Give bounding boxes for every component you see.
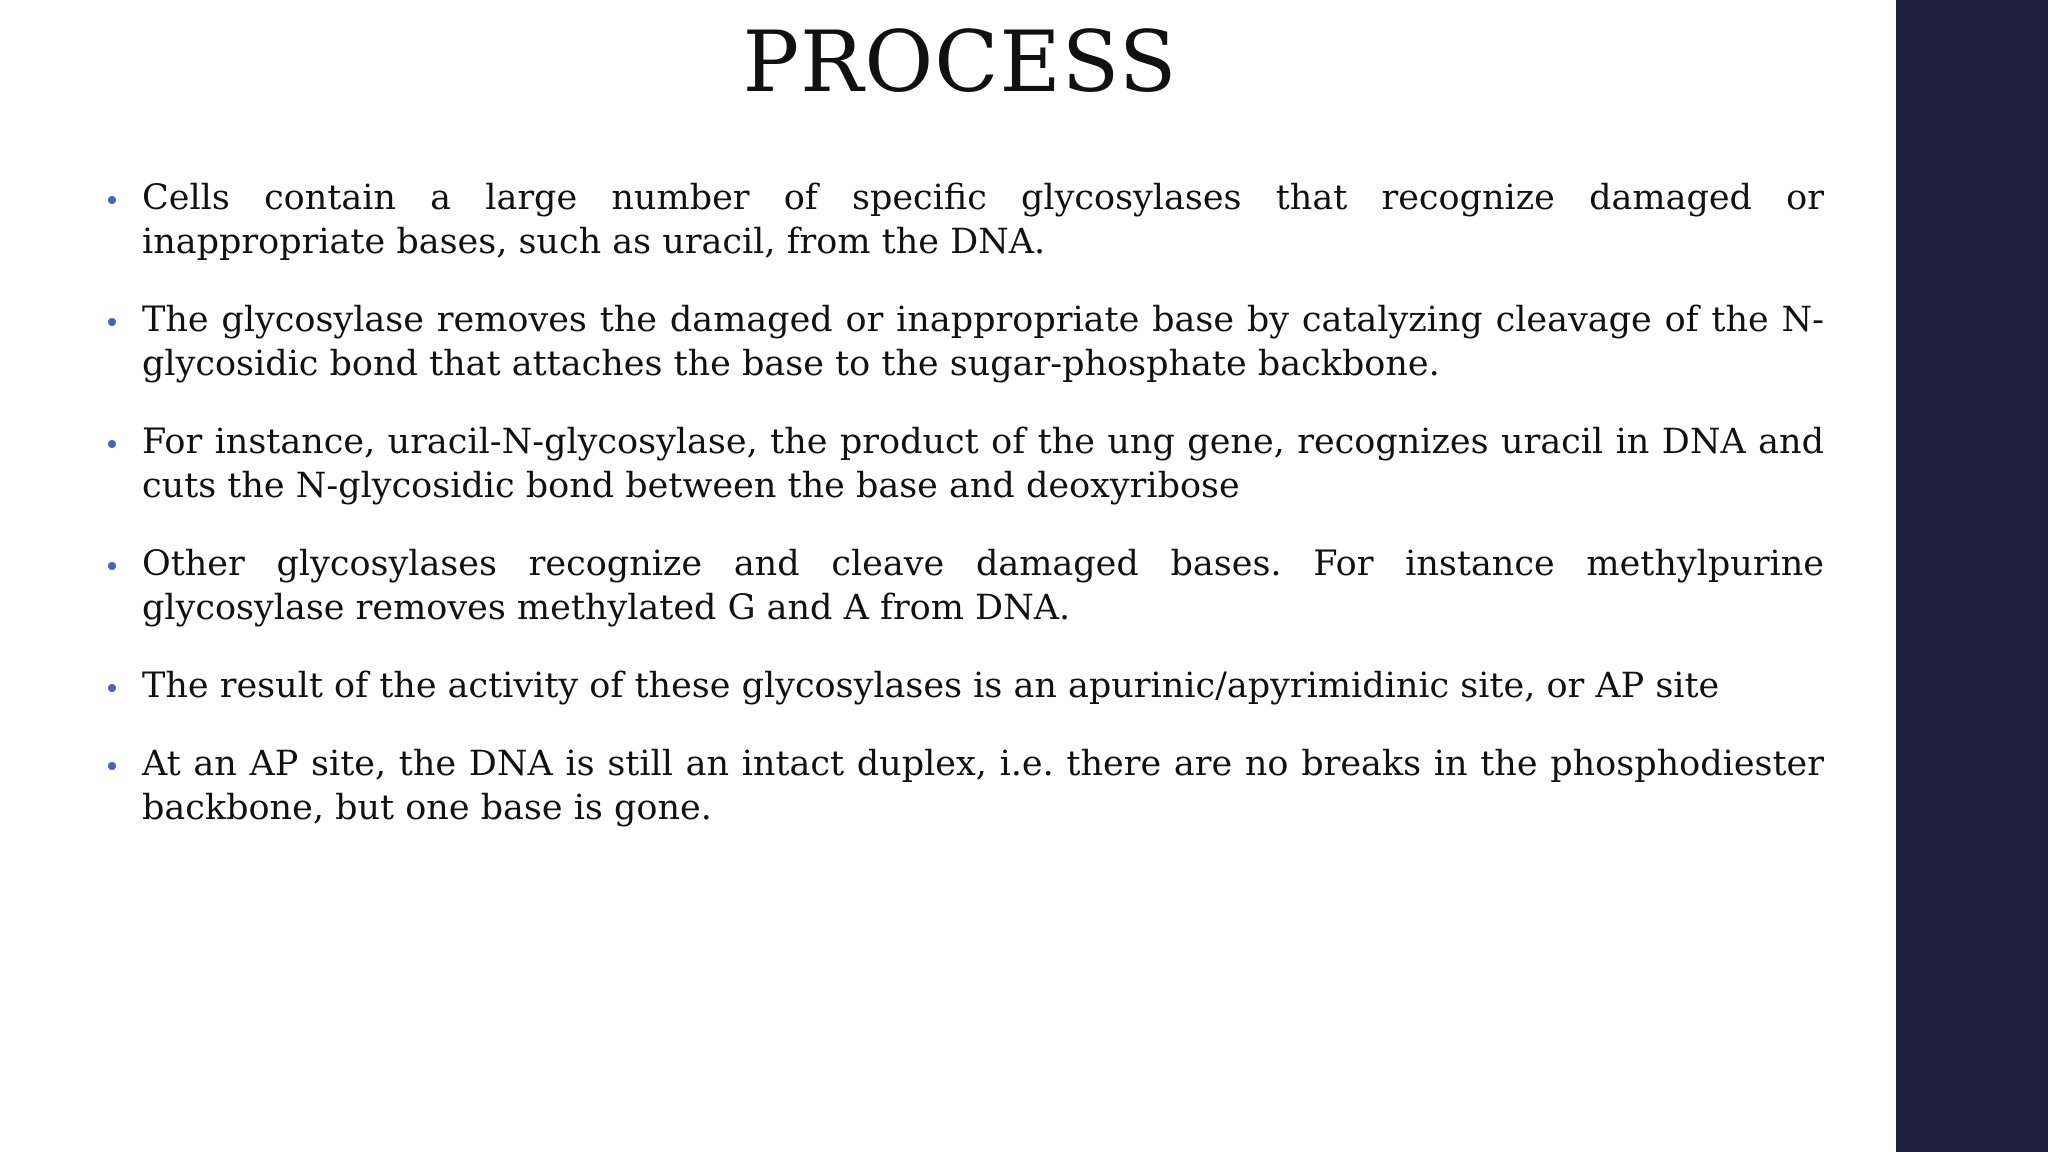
bullet-dot-icon <box>108 440 116 448</box>
bullet-item <box>108 664 1824 708</box>
bullet-item <box>108 420 1824 508</box>
bullet-text: At an AP site, the DNA is still an intact duplex, i.e. there are no breaks in the phosphodiester backbone, but one base is gone. <box>142 744 1824 828</box>
bullet-text: The glycosylase removes the damaged or inappropriate base by catalyzing cleavage of the N-glycosidic bond that attaches the base to the sugar-phosphate backbone. <box>142 300 1824 384</box>
bullet-dot-icon <box>108 684 116 692</box>
bullet-item <box>108 298 1824 386</box>
bullet-dot-icon <box>108 762 116 770</box>
bullet-text: For instance, uracil-N-glycosylase, the product of the ung gene, recognizes uracil in DNA and cuts the N-glycosidic bond between the base and deoxyribose <box>142 422 1824 506</box>
bullet-list <box>108 176 1824 864</box>
side-accent-panel <box>1896 0 2048 1152</box>
bullet-text: Cells contain a large number of specific glycosylases that recognize damaged or inappropriate bases, such as uracil, from the DNA. <box>142 178 1824 262</box>
bullet-text: Other glycosylases recognize and cleave damaged bases. For instance methylpurine glycosylase removes methylated G and A from DNA. <box>142 544 1824 628</box>
bullet-item <box>108 742 1824 830</box>
bullet-text: The result of the activity of these glycosylases is an apurinic/apyrimidinic site, or AP site <box>142 666 1720 706</box>
bullet-item <box>108 542 1824 630</box>
bullet-dot-icon <box>108 562 116 570</box>
bullet-item <box>108 176 1824 264</box>
bullet-dot-icon <box>108 318 116 326</box>
slide-title: PROCESS <box>742 13 1178 111</box>
bullet-dot-icon <box>108 196 116 204</box>
